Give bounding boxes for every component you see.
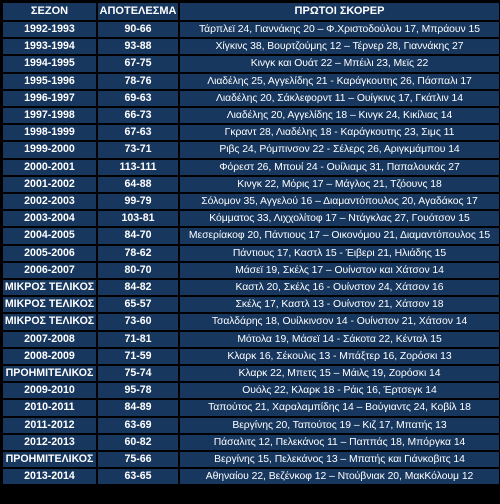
season-cell: 2010-2011 <box>3 400 96 415</box>
table-row <box>3 383 499 398</box>
scorers-cell: Ουόλς 22, Κλαρκ 18 - Ράις 16, Έρτσεγκ 14 <box>180 383 499 398</box>
season-cell: 2008-2009 <box>3 349 96 364</box>
season-cell: 2009-2010 <box>3 383 96 398</box>
scorers-cell: Μότολα 19, Μάσεϊ 14 - Σάκοτα 22, Κένταλ 15 <box>180 332 499 347</box>
table-row <box>3 435 499 450</box>
header-row <box>3 3 499 20</box>
result-cell: 69-63 <box>98 91 178 106</box>
scorers-cell: Λιαδέλης 25, Αγγελίδης 21 - Καράγκουτης 26, Πάσπαλι 17 <box>180 74 499 89</box>
scorers-cell: Ταπούτος 21, Χαραλαμπίδης 14 – Βούγιαντς 24, Κοβίλ 18 <box>180 400 499 415</box>
scorers-cell: Πάντιους 17, Καστλ 15 - Έιβερι 21, Ηλιάδης 15 <box>180 246 499 261</box>
table-row <box>3 142 499 157</box>
season-cell: 2005-2006 <box>3 246 96 261</box>
season-cell: 1999-2000 <box>3 142 96 157</box>
scorers-cell: Κόμματος 33, Λιχχολίτοφ 17 – Ντάγκλας 27, Γουότσον 15 <box>180 211 499 226</box>
season-cell: ΠΡΟΗΜΙΤΕΛΙΚΟΣ <box>3 366 96 381</box>
season-cell: 1993-1994 <box>3 39 96 54</box>
season-cell: 2013-2014 <box>3 469 96 484</box>
season-cell: 2001-2002 <box>3 177 96 192</box>
season-cell: 1994-1995 <box>3 56 96 71</box>
result-cell: 64-88 <box>98 177 178 192</box>
table-row <box>3 366 499 381</box>
table-row <box>3 349 499 364</box>
table-row <box>3 314 499 329</box>
scorers-cell: Χίγκινς 38, Βουρτζούμης 12 – Τέρνερ 28, Γιαννάκης 27 <box>180 39 499 54</box>
table-row <box>3 22 499 37</box>
header-scorers: ΠΡΩΤΟΙ ΣΚΟΡΕΡ <box>180 3 499 20</box>
season-cell: 2004-2005 <box>3 228 96 243</box>
result-cell: 99-79 <box>98 194 178 209</box>
result-cell: 75-74 <box>98 366 178 381</box>
scorers-cell: Μάσεϊ 19, Σκέλς 17 – Ουίνστον και Χάτσον 14 <box>180 263 499 278</box>
scorers-cell: Πάσαλιτς 12, Πελεκάνος 11 – Παππάς 18, Μπόργκα 14 <box>180 435 499 450</box>
season-cell: 2007-2008 <box>3 332 96 347</box>
result-cell: 73-71 <box>98 142 178 157</box>
scorers-cell: Λιαδέλης 20, Αγγελίδης 18 – Κινγκ 24, Κικίλιας 14 <box>180 108 499 123</box>
table-row <box>3 160 499 175</box>
table-row <box>3 74 499 89</box>
season-cell: 2011-2012 <box>3 418 96 433</box>
header-result: ΑΠΟΤΕΛΕΣΜΑ <box>98 3 178 20</box>
scorers-cell: Ριβς 24, Ρόμπινσον 22 - Σέλερς 26, Αριγκμάμπου 14 <box>180 142 499 157</box>
scorers-cell: Κινγκ 22, Μόρις 17 – Μάγλος 21, Τζόουνς 18 <box>180 177 499 192</box>
result-cell: 113-111 <box>98 160 178 175</box>
scorers-cell: Λιαδέλης 20, Σάκλεφορντ 11 – Ουίγκινς 17, Γκάτλιν 14 <box>180 91 499 106</box>
scorers-cell: Γκραντ 28, Λιαδέλης 18 - Καράγκουτης 23, Σιμς 11 <box>180 125 499 140</box>
scorers-cell: Βεργίνης 20, Ταπούτος 19 – Κιζ 17, Μπατής 13 <box>180 418 499 433</box>
result-cell: 90-66 <box>98 22 178 37</box>
table-body <box>3 22 499 484</box>
table-row <box>3 211 499 226</box>
scorers-cell: Τσαλδάρης 18, Ουίλκινσον 14 - Ουίνστον 21, Χάτσον 14 <box>180 314 499 329</box>
result-cell: 73-60 <box>98 314 178 329</box>
results-table <box>1 1 500 486</box>
table-row <box>3 469 499 484</box>
result-cell: 67-63 <box>98 125 178 140</box>
table-row <box>3 297 499 312</box>
table-row <box>3 125 499 140</box>
scorers-cell: Κινγκ και Ουάτ 22 – Μπέιλι 23, Μεϊς 22 <box>180 56 499 71</box>
result-cell: 103-81 <box>98 211 178 226</box>
result-cell: 65-57 <box>98 297 178 312</box>
result-cell: 84-82 <box>98 280 178 295</box>
season-cell: 1992-1993 <box>3 22 96 37</box>
result-cell: 60-82 <box>98 435 178 450</box>
season-cell: 2000-2001 <box>3 160 96 175</box>
table-row <box>3 177 499 192</box>
scorers-cell: Κλαρκ 22, Μπετς 15 – Μάιλς 19, Ζορόσκι 14 <box>180 366 499 381</box>
season-cell: 1998-1999 <box>3 125 96 140</box>
table-row <box>3 452 499 467</box>
result-cell: 93-88 <box>98 39 178 54</box>
table-row <box>3 228 499 243</box>
result-cell: 84-70 <box>98 228 178 243</box>
result-cell: 78-62 <box>98 246 178 261</box>
scorers-cell: Φόρεστ 26, Μπουί 24 - Ουίλιαμς 31, Παπαλουκάς 27 <box>180 160 499 175</box>
result-cell: 80-70 <box>98 263 178 278</box>
table-row <box>3 400 499 415</box>
result-cell: 71-59 <box>98 349 178 364</box>
season-cell: 1997-1998 <box>3 108 96 123</box>
season-cell: 2003-2004 <box>3 211 96 226</box>
table-row <box>3 263 499 278</box>
header-season: ΣΕΖΟΝ <box>3 3 96 20</box>
result-cell: 95-78 <box>98 383 178 398</box>
season-cell: 2012-2013 <box>3 435 96 450</box>
scorers-cell: Βεργίνης 15, Πελεκάνος 13 – Μπατής και Γιάνκοβιτς 14 <box>180 452 499 467</box>
result-cell: 84-89 <box>98 400 178 415</box>
table-row <box>3 108 499 123</box>
result-cell: 63-65 <box>98 469 178 484</box>
table-row <box>3 332 499 347</box>
scorers-cell: Αθηναίου 22, Βεζένκοφ 12 – Ντούβνιακ 20, ΜακΚόλουμ 12 <box>180 469 499 484</box>
scorers-cell: Κλαρκ 16, Σέκουλις 13 - Μπάξτερ 16, Ζορόσκι 13 <box>180 349 499 364</box>
table-row <box>3 91 499 106</box>
season-cell: ΜΙΚΡΟΣ ΤΕΛΙΚΟΣ <box>3 280 96 295</box>
table-row <box>3 418 499 433</box>
result-cell: 63-69 <box>98 418 178 433</box>
season-cell: ΜΙΚΡΟΣ ΤΕΛΙΚΟΣ <box>3 314 96 329</box>
table-row <box>3 56 499 71</box>
season-cell: 2006-2007 <box>3 263 96 278</box>
result-cell: 78-76 <box>98 74 178 89</box>
result-cell: 67-75 <box>98 56 178 71</box>
table-row <box>3 280 499 295</box>
season-cell: 1995-1996 <box>3 74 96 89</box>
result-cell: 66-73 <box>98 108 178 123</box>
scorers-cell: Μεσερίακοφ 20, Πάντιους 17 – Οικονόμου 21, Διαμαντόπουλος 15 <box>180 228 499 243</box>
table-row <box>3 246 499 261</box>
table-row <box>3 194 499 209</box>
scorers-cell: Σκέλς 17, Καστλ 13 - Ουίνστον 21, Χάτσον 18 <box>180 297 499 312</box>
table-row <box>3 39 499 54</box>
scorers-cell: Σόλομον 35, Αγγελού 16 – Διαμαντόπουλος 20, Αγαδάκος 17 <box>180 194 499 209</box>
season-cell: 2002-2003 <box>3 194 96 209</box>
season-cell: ΠΡΟΗΜΙΤΕΛΙΚΟΣ <box>3 452 96 467</box>
season-cell: 1996-1997 <box>3 91 96 106</box>
result-cell: 71-81 <box>98 332 178 347</box>
scorers-cell: Τάρπλεϊ 24, Γιαννάκης 20 – Φ.Χριστοδούλου 17, Μπράουν 15 <box>180 22 499 37</box>
season-cell: ΜΙΚΡΟΣ ΤΕΛΙΚΟΣ <box>3 297 96 312</box>
scorers-cell: Καστλ 20, Σκέλς 16 - Ουίνστον 24, Χάτσον 16 <box>180 280 499 295</box>
result-cell: 75-66 <box>98 452 178 467</box>
